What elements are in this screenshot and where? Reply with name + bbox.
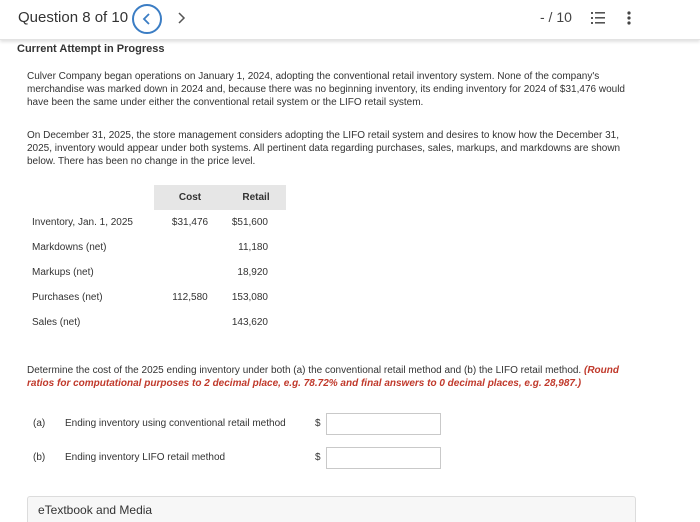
lifo-retail-inventory-input[interactable]	[326, 447, 441, 469]
rounding-note: (Round ratios for computational purposes to 2 decimal place, e.g. 78.72% and final answers to 0 decimal places, e.g. 28,987.)	[27, 365, 619, 389]
answer-letter: (b)	[33, 452, 46, 463]
currency-symbol: $	[315, 418, 321, 429]
chevron-right-icon	[176, 12, 186, 24]
instructions-main: Determine the cost of the 2025 ending inventory under both (a) the conventional retail method and (b) the LIFO retail method.	[27, 365, 582, 376]
table-row	[27, 210, 286, 235]
more-vertical-icon	[627, 9, 631, 27]
top-bar	[0, 0, 700, 40]
row-label: Inventory, Jan. 1, 2025	[32, 217, 133, 228]
table-row	[27, 260, 286, 285]
table-row	[27, 235, 286, 260]
chevron-left-icon	[142, 13, 152, 25]
table-row	[27, 285, 286, 310]
row-label: Purchases (net)	[32, 292, 103, 303]
table-header-row	[27, 185, 286, 210]
row-cost: 112,580	[172, 292, 208, 303]
row-cost	[154, 235, 226, 260]
etextbook-media-panel[interactable]	[27, 496, 636, 522]
table-row	[27, 310, 286, 335]
answer-label: Ending inventory LIFO retail method	[65, 452, 226, 463]
previous-question-button[interactable]	[132, 4, 162, 34]
row-retail: 153,080	[231, 292, 268, 303]
problem-paragraph-1: Culver Company began operations on January 1, 2024, adopting the conventional retail inventory system. None of the company's merchandise was marked down in 2024 and, because there was no beginning inventory, its ending inventory for 2024 of $31,476 would have been the same under either the conventional retail system or the LIFO retail system.	[27, 71, 625, 108]
row-cost	[154, 310, 226, 335]
score: - / 10	[540, 9, 572, 25]
row-retail: $51,600	[231, 217, 268, 228]
conventional-retail-inventory-input[interactable]	[326, 413, 441, 435]
row-label: Sales (net)	[32, 317, 81, 328]
next-question-button[interactable]	[172, 7, 190, 29]
problem-paragraph-2: On December 31, 2025, the store management considers adopting the LIFO retail system and desires to know how the December 31, 2025, inventory would appear under both systems. All pertinent data regarding purchases, sales, markups, and markdowns are shown below. There has been no change in the price level.	[27, 130, 621, 167]
currency-symbol: $	[315, 452, 321, 463]
row-retail: 11,180	[238, 242, 268, 253]
row-retail: 18,920	[237, 267, 268, 278]
answer-row-b	[33, 447, 453, 469]
inventory-data-table	[27, 185, 286, 335]
row-label: Markdowns (net)	[32, 242, 107, 253]
question-counter: Question 8 of 10	[18, 9, 129, 26]
answer-label: Ending inventory using conventional retail method	[65, 418, 286, 429]
row-cost: $31,476	[171, 217, 209, 228]
answer-letter: (a)	[33, 418, 46, 429]
instructions	[27, 364, 642, 390]
row-retail: 143,620	[231, 317, 268, 328]
header-retail: Retail	[226, 185, 286, 210]
question-list-icon	[590, 9, 606, 27]
etextbook-label: eTextbook and Media	[38, 503, 153, 517]
header-cost: Cost	[154, 185, 226, 210]
more-options-button[interactable]	[622, 9, 636, 27]
header-label-blank	[27, 185, 154, 210]
attempt-status: Current Attempt in Progress	[17, 43, 165, 55]
answer-row-a	[33, 413, 453, 435]
question-list-button[interactable]	[590, 9, 606, 27]
row-cost	[154, 260, 226, 285]
row-label: Markups (net)	[32, 267, 94, 278]
